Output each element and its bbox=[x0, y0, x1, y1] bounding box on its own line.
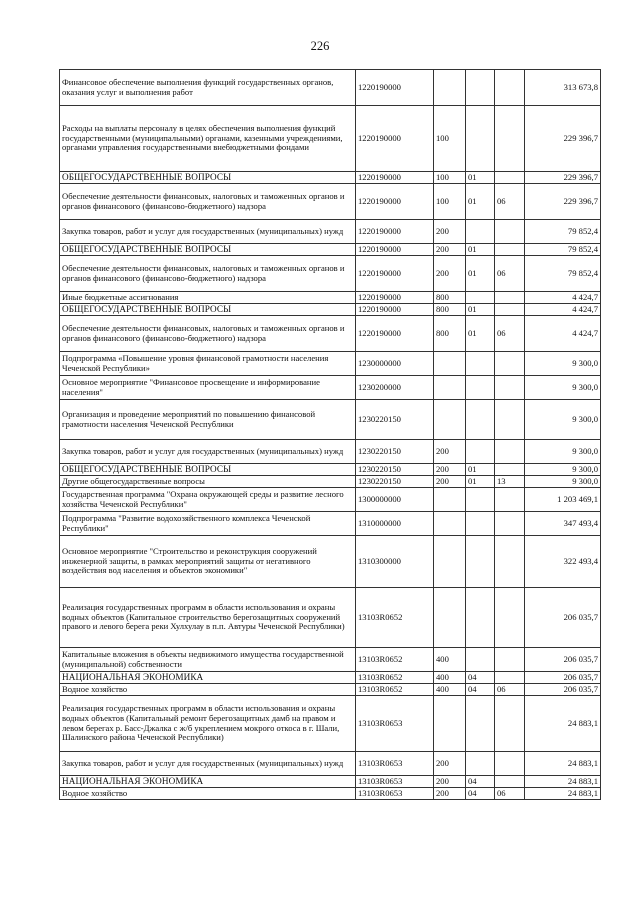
subsection-code bbox=[495, 672, 525, 684]
subsection-code bbox=[495, 70, 525, 106]
amount: 9 300,0 bbox=[525, 476, 601, 488]
section-code bbox=[466, 292, 495, 304]
subsection-code bbox=[495, 244, 525, 256]
subsection-code bbox=[495, 776, 525, 788]
section-code: 01 bbox=[466, 476, 495, 488]
expense-type-code: 100 bbox=[434, 184, 466, 220]
table-row bbox=[60, 788, 601, 800]
expense-type-code bbox=[434, 352, 466, 376]
target-code: 1230220150 bbox=[356, 400, 434, 440]
row-name: Закупка товаров, работ и услуг для государственных (муниципальных) нужд bbox=[60, 752, 356, 776]
row-name: Государственная программа "Охрана окружающей среды и развитие лесного хозяйства Чеченской Республики" bbox=[60, 488, 356, 512]
section-code bbox=[466, 648, 495, 672]
section-code bbox=[466, 106, 495, 172]
subsection-code bbox=[495, 696, 525, 752]
section-code bbox=[466, 696, 495, 752]
amount: 24 883,1 bbox=[525, 788, 601, 800]
target-code: 1300000000 bbox=[356, 488, 434, 512]
target-code: 1220190000 bbox=[356, 184, 434, 220]
section-code bbox=[466, 512, 495, 536]
section-code: 01 bbox=[466, 464, 495, 476]
table-row bbox=[60, 376, 601, 400]
expense-type-code bbox=[434, 512, 466, 536]
row-name: Водное хозяйство bbox=[60, 684, 356, 696]
amount: 206 035,7 bbox=[525, 588, 601, 648]
amount: 9 300,0 bbox=[525, 376, 601, 400]
page-number: 226 bbox=[310, 39, 330, 53]
target-code: 1230200000 bbox=[356, 376, 434, 400]
expense-type-code: 200 bbox=[434, 220, 466, 244]
subsection-code: 06 bbox=[495, 256, 525, 292]
section-code bbox=[466, 536, 495, 588]
amount: 24 883,1 bbox=[525, 752, 601, 776]
expense-type-code bbox=[434, 488, 466, 512]
table-row bbox=[60, 304, 601, 316]
expense-type-code bbox=[434, 536, 466, 588]
expense-type-code: 200 bbox=[434, 752, 466, 776]
budget-table bbox=[59, 69, 601, 800]
target-code: 1220190000 bbox=[356, 244, 434, 256]
amount: 9 300,0 bbox=[525, 464, 601, 476]
row-name: Другие общегосударственные вопросы bbox=[60, 476, 356, 488]
expense-type-code: 200 bbox=[434, 788, 466, 800]
target-code: 1220190000 bbox=[356, 292, 434, 304]
table-row bbox=[60, 352, 601, 376]
expense-type-code: 100 bbox=[434, 106, 466, 172]
section-code bbox=[466, 488, 495, 512]
table-row bbox=[60, 476, 601, 488]
table-row bbox=[60, 512, 601, 536]
expense-type-code: 800 bbox=[434, 292, 466, 304]
table-row bbox=[60, 106, 601, 172]
row-name: Обеспечение деятельности финансовых, налоговых и таможенных органов и органов финансового (финансово-бюджетного) надзора bbox=[60, 184, 356, 220]
amount: 4 424,7 bbox=[525, 292, 601, 304]
expense-type-code: 200 bbox=[434, 440, 466, 464]
row-name: Закупка товаров, работ и услуг для государственных (муниципальных) нужд bbox=[60, 220, 356, 244]
table-row bbox=[60, 588, 601, 648]
target-code: 1310000000 bbox=[356, 512, 434, 536]
section-code bbox=[466, 220, 495, 244]
section-code bbox=[466, 400, 495, 440]
table-row bbox=[60, 256, 601, 292]
amount: 1 203 469,1 bbox=[525, 488, 601, 512]
row-name: ОБЩЕГОСУДАРСТВЕННЫЕ ВОПРОСЫ bbox=[60, 172, 356, 184]
target-code: 1230000000 bbox=[356, 352, 434, 376]
table-row bbox=[60, 696, 601, 752]
subsection-code bbox=[495, 106, 525, 172]
subsection-code: 06 bbox=[495, 184, 525, 220]
section-code bbox=[466, 70, 495, 106]
target-code: 1220190000 bbox=[356, 316, 434, 352]
subsection-code bbox=[495, 488, 525, 512]
target-code: 1220190000 bbox=[356, 106, 434, 172]
subsection-code bbox=[495, 464, 525, 476]
row-name: Реализация государственных программ в области использования и охраны водных объектов (Капитальный ремонт берегозащитных дамб на правом и левом берегах р. Басс-Джалка с ж/б укреплением мокрого откоса в г. Шали, Шалинского района Чеченской Республики) bbox=[60, 696, 356, 752]
row-name: ОБЩЕГОСУДАРСТВЕННЫЕ ВОПРОСЫ bbox=[60, 304, 356, 316]
amount: 229 396,7 bbox=[525, 172, 601, 184]
table-row bbox=[60, 752, 601, 776]
subsection-code bbox=[495, 376, 525, 400]
subsection-code bbox=[495, 400, 525, 440]
expense-type-code: 200 bbox=[434, 244, 466, 256]
expense-type-code: 200 bbox=[434, 256, 466, 292]
row-name: НАЦИОНАЛЬНАЯ ЭКОНОМИКА bbox=[60, 672, 356, 684]
table-row bbox=[60, 244, 601, 256]
section-code: 04 bbox=[466, 672, 495, 684]
expense-type-code: 400 bbox=[434, 672, 466, 684]
table-row bbox=[60, 172, 601, 184]
row-name: Подпрограмма "Развитие водохозяйственного комплекса Чеченской Республики" bbox=[60, 512, 356, 536]
subsection-code bbox=[495, 648, 525, 672]
target-code: 1220190000 bbox=[356, 220, 434, 244]
target-code: 13103R0653 bbox=[356, 696, 434, 752]
expense-type-code: 400 bbox=[434, 648, 466, 672]
section-code bbox=[466, 440, 495, 464]
table-row bbox=[60, 292, 601, 304]
table-row bbox=[60, 776, 601, 788]
subsection-code bbox=[495, 536, 525, 588]
table-row bbox=[60, 440, 601, 464]
table-row bbox=[60, 464, 601, 476]
section-code bbox=[466, 352, 495, 376]
row-name: Водное хозяйство bbox=[60, 788, 356, 800]
expense-type-code: 200 bbox=[434, 476, 466, 488]
target-code: 1220190000 bbox=[356, 256, 434, 292]
target-code: 1310300000 bbox=[356, 536, 434, 588]
row-name: ОБЩЕГОСУДАРСТВЕННЫЕ ВОПРОСЫ bbox=[60, 464, 356, 476]
target-code: 1220190000 bbox=[356, 172, 434, 184]
expense-type-code: 100 bbox=[434, 172, 466, 184]
amount: 347 493,4 bbox=[525, 512, 601, 536]
row-name: Подпрограмма «Повышение уровня финансовой грамотности населения Чеченской Республики» bbox=[60, 352, 356, 376]
row-name: ОБЩЕГОСУДАРСТВЕННЫЕ ВОПРОСЫ bbox=[60, 244, 356, 256]
section-code: 01 bbox=[466, 184, 495, 220]
target-code: 13103R0652 bbox=[356, 684, 434, 696]
section-code bbox=[466, 376, 495, 400]
amount: 9 300,0 bbox=[525, 400, 601, 440]
section-code: 04 bbox=[466, 788, 495, 800]
expense-type-code: 800 bbox=[434, 316, 466, 352]
amount: 229 396,7 bbox=[525, 106, 601, 172]
section-code: 01 bbox=[466, 244, 495, 256]
subsection-code bbox=[495, 588, 525, 648]
target-code: 1230220150 bbox=[356, 476, 434, 488]
amount: 4 424,7 bbox=[525, 316, 601, 352]
subsection-code bbox=[495, 220, 525, 244]
subsection-code bbox=[495, 352, 525, 376]
section-code: 01 bbox=[466, 304, 495, 316]
section-code bbox=[466, 588, 495, 648]
subsection-code bbox=[495, 752, 525, 776]
subsection-code bbox=[495, 292, 525, 304]
table-row bbox=[60, 648, 601, 672]
section-code: 04 bbox=[466, 776, 495, 788]
table-row bbox=[60, 488, 601, 512]
target-code: 13103R0653 bbox=[356, 752, 434, 776]
section-code: 01 bbox=[466, 172, 495, 184]
subsection-code: 06 bbox=[495, 684, 525, 696]
expense-type-code bbox=[434, 588, 466, 648]
amount: 322 493,4 bbox=[525, 536, 601, 588]
table-row bbox=[60, 184, 601, 220]
amount: 4 424,7 bbox=[525, 304, 601, 316]
section-code: 01 bbox=[466, 256, 495, 292]
row-name: Обеспечение деятельности финансовых, налоговых и таможенных органов и органов финансового (финансово-бюджетного) надзора bbox=[60, 256, 356, 292]
row-name: Основное мероприятие "Строительство и реконструкция сооружений инженерной защиты, в рамках мероприятий защиты от негативного воздействия вод населения и объектов экономики" bbox=[60, 536, 356, 588]
target-code: 13103R0653 bbox=[356, 788, 434, 800]
expense-type-code: 200 bbox=[434, 464, 466, 476]
subsection-code bbox=[495, 304, 525, 316]
table-row bbox=[60, 672, 601, 684]
table-row bbox=[60, 316, 601, 352]
target-code: 13103R0652 bbox=[356, 648, 434, 672]
table-row bbox=[60, 400, 601, 440]
expense-type-code: 400 bbox=[434, 684, 466, 696]
expense-type-code bbox=[434, 400, 466, 440]
target-code: 13103R0652 bbox=[356, 588, 434, 648]
amount: 206 035,7 bbox=[525, 648, 601, 672]
row-name: Реализация государственных программ в области использования и охраны водных объектов (Капитальное строительство берегозащитных сооружений правого и левого берега реки Хулхулау в п.п. Автуры Чеченской Республики) bbox=[60, 588, 356, 648]
amount: 9 300,0 bbox=[525, 352, 601, 376]
subsection-code: 13 bbox=[495, 476, 525, 488]
row-name: Закупка товаров, работ и услуг для государственных (муниципальных) нужд bbox=[60, 440, 356, 464]
amount: 24 883,1 bbox=[525, 776, 601, 788]
amount: 206 035,7 bbox=[525, 684, 601, 696]
budget-table-body bbox=[60, 70, 601, 800]
table-row bbox=[60, 536, 601, 588]
section-code bbox=[466, 752, 495, 776]
expense-type-code: 800 bbox=[434, 304, 466, 316]
target-code: 1220190000 bbox=[356, 304, 434, 316]
row-name: Расходы на выплаты персоналу в целях обеспечения выполнения функций государственными (муниципальными) органами, казенными учреждениями, органами управления государственными внебюджетными фондами bbox=[60, 106, 356, 172]
amount: 79 852,4 bbox=[525, 220, 601, 244]
expense-type-code bbox=[434, 70, 466, 106]
amount: 24 883,1 bbox=[525, 696, 601, 752]
row-name: Обеспечение деятельности финансовых, налоговых и таможенных органов и органов финансового (финансово-бюджетного) надзора bbox=[60, 316, 356, 352]
amount: 206 035,7 bbox=[525, 672, 601, 684]
row-name: Финансовое обеспечение выполнения функций государственных органов, оказания услуг и выполнения работ bbox=[60, 70, 356, 106]
target-code: 1230220150 bbox=[356, 440, 434, 464]
target-code: 1220190000 bbox=[356, 70, 434, 106]
target-code: 1230220150 bbox=[356, 464, 434, 476]
table-row bbox=[60, 70, 601, 106]
amount: 229 396,7 bbox=[525, 184, 601, 220]
expense-type-code bbox=[434, 696, 466, 752]
expense-type-code: 200 bbox=[434, 776, 466, 788]
row-name: Иные бюджетные ассигнования bbox=[60, 292, 356, 304]
subsection-code bbox=[495, 512, 525, 536]
row-name: Капитальные вложения в объекты недвижимого имущества государственной (муниципальной) собственности bbox=[60, 648, 356, 672]
amount: 79 852,4 bbox=[525, 256, 601, 292]
section-code: 04 bbox=[466, 684, 495, 696]
table-row bbox=[60, 220, 601, 244]
expense-type-code bbox=[434, 376, 466, 400]
row-name: Организация и проведение мероприятий по повышению финансовой грамотности населения Чеченской Республики bbox=[60, 400, 356, 440]
target-code: 13103R0652 bbox=[356, 672, 434, 684]
section-code: 01 bbox=[466, 316, 495, 352]
amount: 313 673,8 bbox=[525, 70, 601, 106]
subsection-code: 06 bbox=[495, 316, 525, 352]
table-row bbox=[60, 684, 601, 696]
amount: 79 852,4 bbox=[525, 244, 601, 256]
subsection-code bbox=[495, 440, 525, 464]
subsection-code: 06 bbox=[495, 788, 525, 800]
subsection-code bbox=[495, 172, 525, 184]
row-name: НАЦИОНАЛЬНАЯ ЭКОНОМИКА bbox=[60, 776, 356, 788]
target-code: 13103R0653 bbox=[356, 776, 434, 788]
amount: 9 300,0 bbox=[525, 440, 601, 464]
row-name: Основное мероприятие "Финансовое просвещение и информирование населения" bbox=[60, 376, 356, 400]
